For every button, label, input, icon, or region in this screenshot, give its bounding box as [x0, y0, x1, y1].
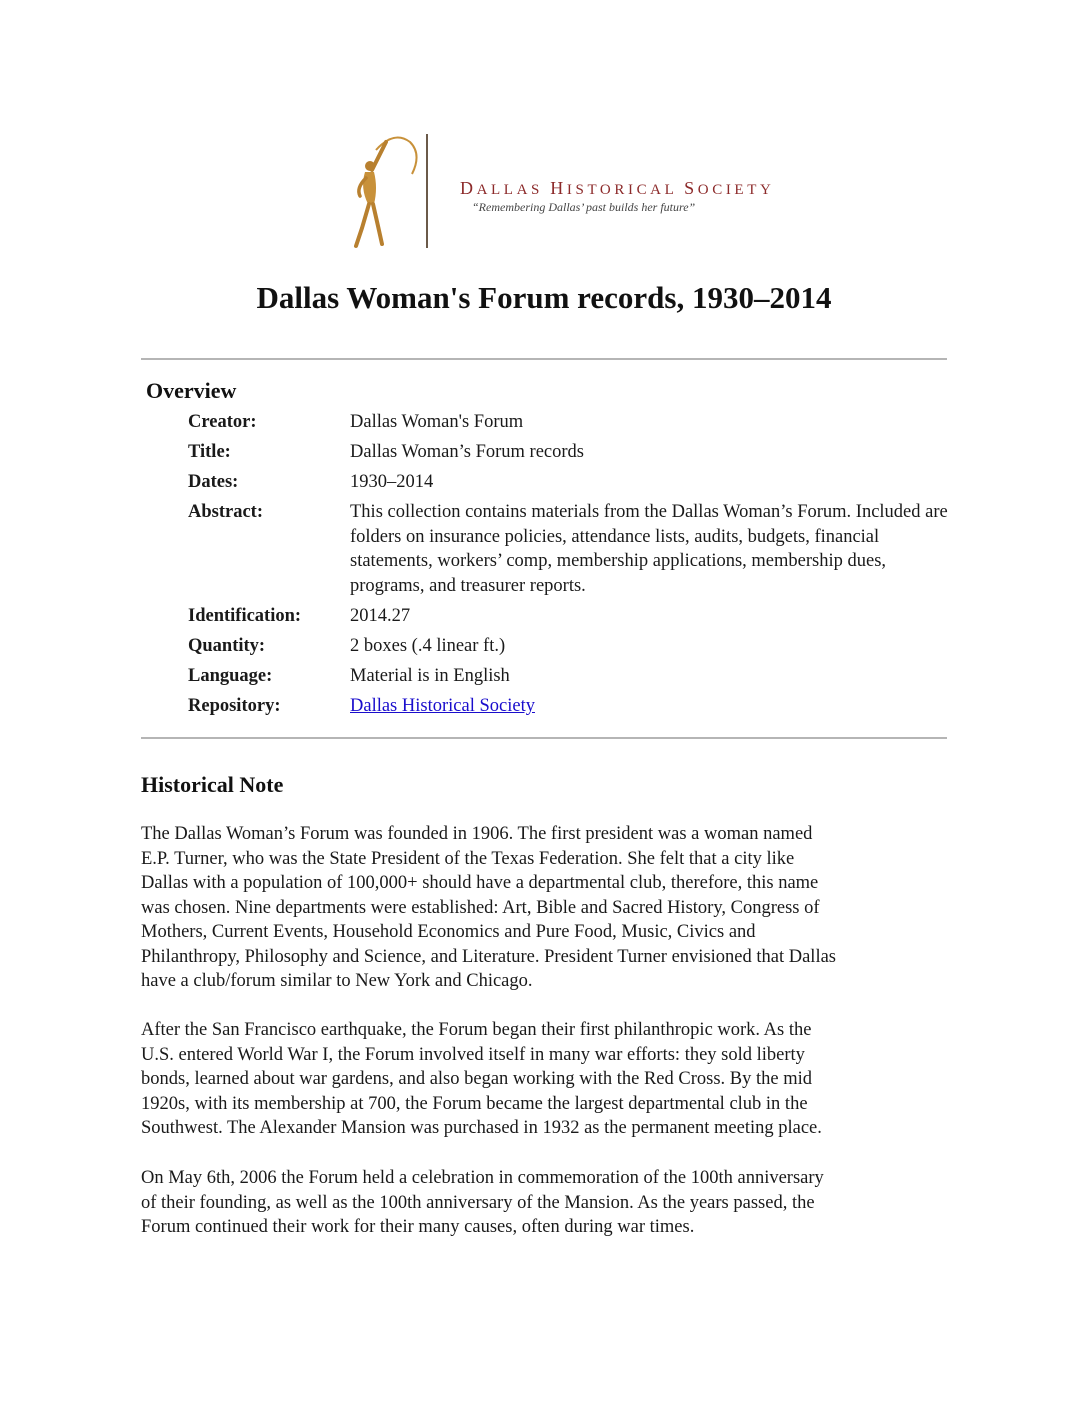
paragraph-line: of their founding, as well as the 100th anniversary of the Mansion. As the years passed, the — [141, 1192, 815, 1213]
paragraph-line: On May 6th, 2006 the Forum held a celebration in commemoration of the 100th anniversary — [141, 1168, 824, 1188]
logo-word-istorical: ISTORICAL — [566, 182, 685, 198]
paragraph-line: U.S. entered World War I, the Forum involved itself in many war efforts: they sold liberty — [141, 1044, 805, 1065]
overview-value: Dallas Woman’s Forum records — [350, 442, 585, 462]
archer-figure-icon — [332, 128, 432, 253]
logo-divider — [426, 134, 428, 248]
historical-note-paragraph-3 — [141, 1166, 953, 1240]
overview-value: 2 boxes (.4 linear ft.) — [350, 636, 506, 656]
paragraph-line: The Dallas Woman’s Forum was founded in 1906. The first president was a woman named — [141, 824, 813, 844]
overview-value: 1930–2014 — [350, 472, 434, 492]
repository-link[interactable]: Dallas Historical Society — [350, 696, 535, 716]
overview-value: Material is in English — [350, 666, 510, 686]
document-title: Dallas Woman's Forum records, 1930–2014 — [256, 280, 832, 315]
overview-heading: Overview — [146, 378, 237, 403]
overview-value: Dallas Woman's Forum — [350, 412, 524, 432]
overview-label: Quantity: — [188, 636, 266, 656]
logo-tagline: “Remembering Dallas’ past builds her future” — [472, 200, 696, 214]
dallas-historical-society-logo — [332, 128, 775, 253]
paragraph-line: Dallas with a population of 100,000+ should have a departmental club, therefore, this name — [141, 873, 819, 893]
historical-note-heading: Historical Note — [141, 772, 284, 797]
paragraph-line: 1920s, with its membership at 700, the Forum became the largest departmental club in the — [141, 1093, 808, 1114]
historical-note-paragraph-2 — [141, 1018, 953, 1141]
logo-society-name — [460, 178, 774, 199]
paragraph-line: was chosen. Nine departments were established: Art, Bible and Sacred History, Congress of — [141, 897, 820, 918]
overview-value-abstract: This collection contains materials from the Dallas Woman’s Forum. Included are folders on insurance policies, attendance lists, audits, budgets, financial statements, workers’ comp, membership applications, membership dues, programs, and treasurer reports. — [350, 502, 948, 596]
overview-value: 2014.27 — [350, 606, 411, 626]
logo-letter-h: H — [550, 178, 567, 198]
overview-label: Dates: — [188, 472, 239, 492]
paragraph-line: have a club/forum similar to New York and Chicago. — [141, 971, 533, 991]
logo-letter-s: S — [684, 178, 698, 198]
logo-letter-d: D — [460, 178, 477, 198]
paragraph-line: Forum continued their work for their many causes, often during war times. — [141, 1217, 695, 1237]
paragraph-line: Mothers, Current Events, Household Economics and Pure Food, Music, Civics and — [141, 922, 756, 942]
overview-label: Abstract: — [188, 502, 264, 522]
paragraph-line: Philanthropy, Philosophy and Science, and Literature. President Turner envisioned that Dallas — [141, 946, 836, 967]
divider-bottom — [141, 737, 947, 739]
paragraph-line: bonds, learned about war gardens, and also began working with the Red Cross. By the mid — [141, 1069, 813, 1089]
overview-label: Repository: — [188, 696, 281, 716]
overview-value — [350, 694, 950, 719]
paragraph-line: After the San Francisco earthquake, the Forum began their first philanthropic work. As the — [141, 1020, 812, 1040]
paragraph-line: E.P. Turner, who was the State President of the Texas Federation. She felt that a city like — [141, 848, 795, 869]
logo-word-allas: ALLAS — [476, 182, 551, 198]
overview-label: Title: — [188, 442, 231, 462]
divider-top — [141, 358, 947, 360]
historical-note-paragraph-1 — [141, 822, 953, 994]
overview-label: Identification: — [188, 606, 302, 626]
overview-label: Language: — [188, 666, 273, 686]
paragraph-line: Southwest. The Alexander Mansion was purchased in 1932 as the permanent meeting place. — [141, 1118, 822, 1138]
overview-label: Creator: — [188, 412, 257, 432]
logo-word-ociety: OCIETY — [697, 182, 775, 198]
